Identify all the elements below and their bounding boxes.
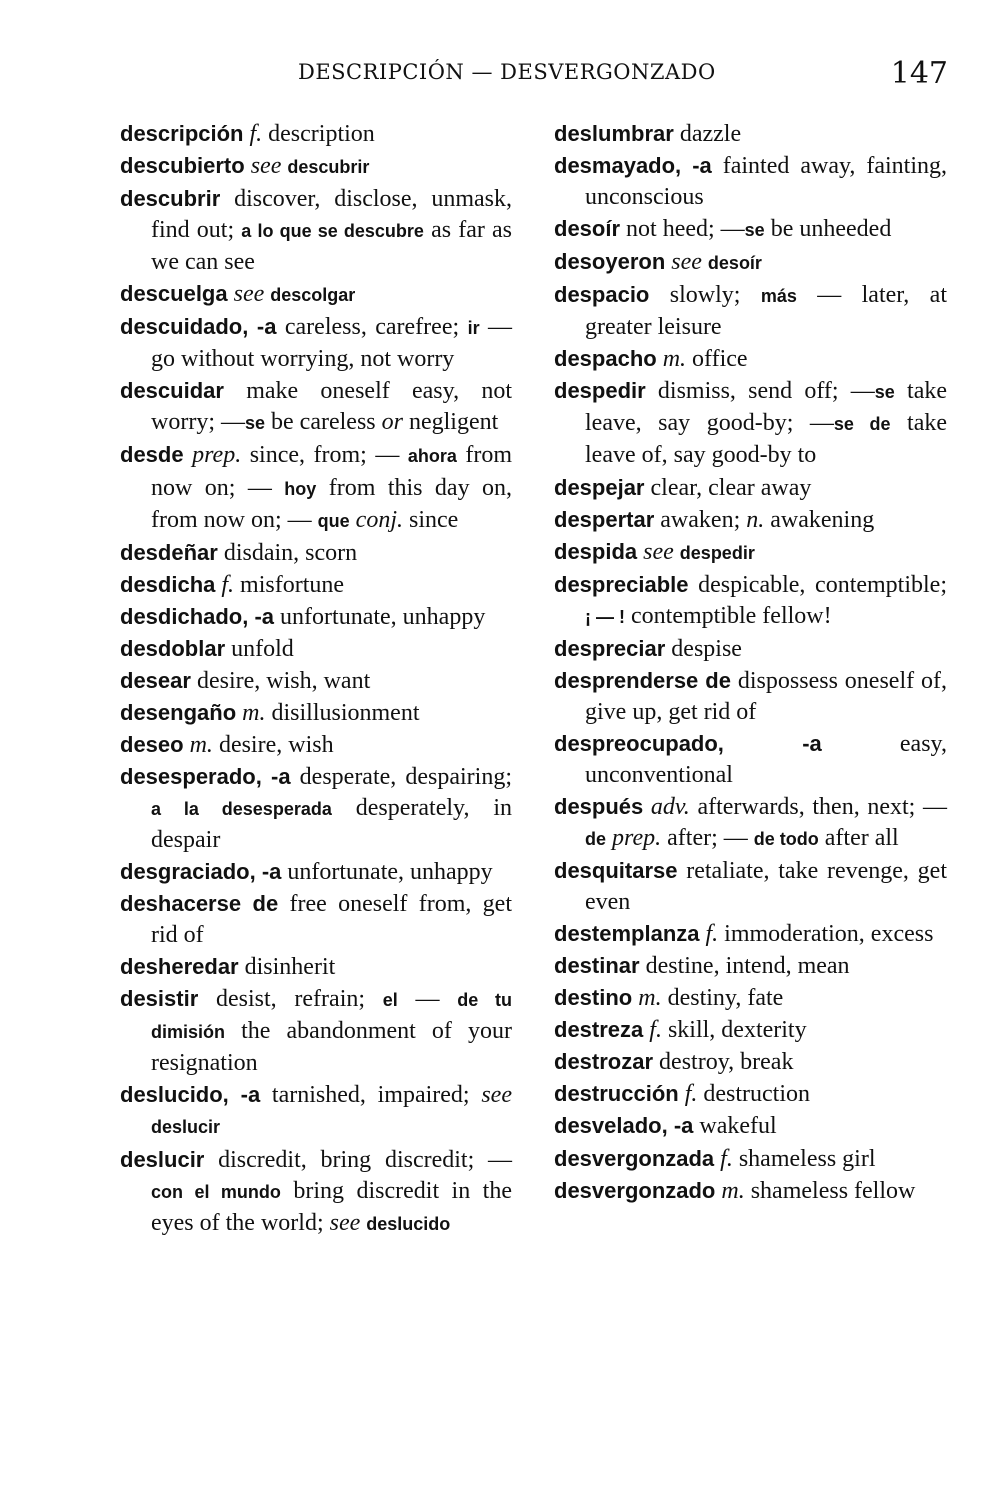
bold-phrase: se bbox=[874, 382, 895, 403]
bold-phrase: descubrir bbox=[287, 157, 370, 178]
definition-text: take leave of, say good-by to bbox=[585, 410, 947, 469]
entry-headword: despedir bbox=[554, 378, 646, 404]
entry-headword: desistir bbox=[120, 986, 199, 1012]
grammar-abbrev: f. bbox=[720, 1145, 733, 1172]
definition-text: desire, wish, want bbox=[190, 667, 371, 694]
definition-text: despicable, contemptible; bbox=[688, 571, 947, 598]
bold-phrase: se bbox=[744, 220, 765, 241]
definition-text: shameless girl bbox=[732, 1145, 876, 1172]
dictionary-entry bbox=[554, 213, 947, 246]
bold-phrase: desoír bbox=[707, 253, 762, 274]
dictionary-entry bbox=[554, 855, 947, 918]
grammar-abbrev: f. bbox=[705, 921, 719, 948]
definition-text: wakeful bbox=[693, 1113, 777, 1140]
dictionary-entry bbox=[554, 504, 947, 536]
definition-text: after all bbox=[818, 825, 899, 852]
definition-text: retaliate, take revenge, get even bbox=[585, 858, 947, 916]
dictionary-entry bbox=[554, 1175, 947, 1207]
grammar-abbrev: m. bbox=[638, 985, 662, 1012]
definition-text: the abandonment of your resignation bbox=[151, 1018, 512, 1077]
entry-headword: deslucir bbox=[120, 1146, 205, 1172]
entry-headword: destino bbox=[554, 985, 633, 1011]
grammar-abbrev: m. bbox=[721, 1177, 745, 1204]
dictionary-entry bbox=[554, 279, 947, 343]
dictionary-entry bbox=[554, 150, 947, 213]
definition-text: despise bbox=[665, 635, 742, 662]
grammar-abbrev: prep. bbox=[192, 442, 242, 469]
definition-text: description bbox=[262, 121, 375, 147]
entry-headword: desesperado, -a bbox=[120, 763, 291, 789]
dictionary-entry bbox=[554, 472, 947, 504]
entry-headword: destemplanza bbox=[554, 921, 700, 947]
dictionary-entry bbox=[554, 633, 947, 665]
entry-headword: desoír bbox=[554, 216, 621, 242]
entry-headword: desdeñar bbox=[120, 539, 218, 565]
definition-text: awakening bbox=[764, 506, 875, 533]
dictionary-entry bbox=[120, 1144, 512, 1240]
definition-text: contemptible fellow! bbox=[625, 602, 832, 629]
bold-phrase: a la desesperada bbox=[151, 798, 332, 819]
definition-text: destruction bbox=[697, 1081, 811, 1108]
entry-headword: despida bbox=[554, 538, 638, 564]
bold-phrase: ¡ — ! bbox=[585, 606, 625, 627]
grammar-abbrev: f. bbox=[221, 571, 235, 598]
bold-phrase: ir bbox=[467, 318, 480, 339]
definition-text: office bbox=[686, 346, 748, 373]
definition-text: desperately, in despair bbox=[151, 794, 513, 854]
definition-text: be careless bbox=[265, 409, 382, 436]
entry-headword: descripción bbox=[120, 121, 244, 146]
definition-text: not heed; — bbox=[620, 216, 745, 243]
dictionary-entry bbox=[120, 697, 512, 729]
definition-text: skill, dexterity bbox=[661, 1017, 807, 1044]
dictionary-entry bbox=[120, 888, 512, 951]
dictionary-entry bbox=[120, 118, 512, 150]
dictionary-entry bbox=[120, 983, 512, 1079]
definition-text: bring discredit in the eyes of the world; bbox=[151, 1177, 512, 1236]
dictionary-entry bbox=[554, 950, 947, 982]
definition-text: dismiss, send off; — bbox=[645, 378, 875, 405]
definition-text: slowly; bbox=[649, 282, 761, 309]
definition-text: free oneself from, get rid of bbox=[151, 891, 512, 949]
entry-headword: desvelado, -a bbox=[554, 1113, 694, 1139]
bold-phrase: de bbox=[585, 829, 607, 850]
entry-headword: después bbox=[554, 793, 644, 819]
bold-phrase: de tu dimisión bbox=[151, 990, 512, 1043]
entry-headword: deslucido, -a bbox=[120, 1082, 261, 1108]
bold-phrase: descolgar bbox=[270, 285, 356, 306]
definition-text: since bbox=[403, 506, 459, 533]
definition-text: unfold bbox=[225, 635, 294, 662]
dictionary-entry bbox=[120, 150, 512, 183]
definition-text: from this day on, from now on; — bbox=[151, 474, 513, 533]
definition-text: clear, clear away bbox=[644, 474, 812, 501]
dictionary-entry bbox=[554, 375, 947, 471]
definition-text: dispossess oneself of, give up, get rid of bbox=[585, 667, 947, 725]
definition-text: — bbox=[397, 986, 458, 1013]
entry-headword: desheredar bbox=[120, 954, 239, 980]
dictionary-entry bbox=[120, 375, 512, 439]
dictionary-entry bbox=[120, 761, 512, 856]
definition-text: fainted away, fainting, unconscious bbox=[585, 153, 948, 211]
grammar-abbrev: f. bbox=[249, 121, 263, 147]
left-column bbox=[120, 118, 512, 1240]
right-column bbox=[554, 118, 947, 1207]
dictionary-entry bbox=[554, 1110, 947, 1142]
definition-text: unfortunate, unhappy bbox=[281, 859, 493, 886]
dictionary-entry bbox=[120, 856, 512, 888]
definition-text: discover, disclose, unmask, find out; bbox=[151, 186, 512, 244]
dictionary-entry bbox=[120, 633, 512, 665]
entry-headword: desdicha bbox=[120, 571, 216, 597]
definition-text: immoderation, excess bbox=[718, 921, 934, 948]
entry-headword: deslumbrar bbox=[554, 121, 674, 146]
grammar-abbrev: see bbox=[481, 1082, 512, 1109]
entry-headword: destinar bbox=[554, 953, 640, 979]
entry-headword: desgraciado, -a bbox=[120, 859, 282, 885]
definition-text: disinherit bbox=[238, 954, 336, 981]
grammar-abbrev: m. bbox=[242, 699, 266, 726]
entry-headword: descuelga bbox=[120, 281, 228, 307]
grammar-abbrev: see bbox=[671, 249, 702, 276]
entry-headword: despacio bbox=[554, 282, 650, 308]
definition-text: dazzle bbox=[673, 121, 742, 147]
definition-text: negligent bbox=[402, 409, 499, 436]
dictionary-entry bbox=[120, 569, 512, 601]
entry-headword: desdichado, -a bbox=[120, 603, 275, 629]
dictionary-entry bbox=[554, 246, 947, 279]
entry-headword: despacho bbox=[554, 346, 657, 372]
grammar-abbrev: see bbox=[329, 1209, 361, 1236]
grammar-abbrev: see bbox=[250, 153, 282, 180]
dictionary-entry bbox=[120, 311, 512, 375]
entry-headword: desprenderse de bbox=[554, 667, 731, 693]
page-number: 147 bbox=[890, 56, 948, 91]
definition-text: destine, intend, mean bbox=[639, 953, 850, 980]
bold-phrase: se de bbox=[833, 414, 891, 435]
grammar-abbrev: or bbox=[381, 409, 403, 436]
dictionary-entry bbox=[120, 439, 512, 536]
dictionary-entry bbox=[120, 1079, 512, 1143]
definition-text: after; — bbox=[661, 825, 754, 852]
definition-text: unfortunate, unhappy bbox=[274, 603, 486, 630]
definition-text: destiny, fate bbox=[661, 985, 784, 1012]
bold-phrase: el bbox=[382, 990, 398, 1011]
definition-text: as far as we can see bbox=[151, 217, 513, 276]
definition-text: awaken; bbox=[654, 506, 747, 533]
dictionary-entry bbox=[554, 118, 947, 150]
definition-text: disillusionment bbox=[265, 699, 420, 726]
grammar-abbrev: f. bbox=[649, 1017, 662, 1044]
grammar-abbrev: f. bbox=[684, 1081, 698, 1108]
dictionary-entry bbox=[120, 951, 512, 983]
dictionary-entry bbox=[554, 918, 947, 950]
dictionary-entry bbox=[554, 1078, 947, 1110]
definition-text: misfortune bbox=[234, 571, 345, 598]
entry-headword: deshacerse de bbox=[120, 891, 279, 917]
definition-text: since, from; — bbox=[241, 442, 408, 469]
dictionary-entry bbox=[554, 343, 947, 375]
definition-text: easy, unconventional bbox=[585, 730, 947, 788]
dictionary-entry bbox=[554, 536, 947, 569]
entry-headword: despreciar bbox=[554, 635, 666, 661]
definition-text: make oneself easy, not worry; — bbox=[151, 378, 512, 436]
entry-headword: despejar bbox=[554, 474, 645, 500]
definition-text: shameless fellow bbox=[744, 1177, 916, 1204]
definition-text: from now on; — bbox=[151, 442, 513, 501]
dictionary-entry bbox=[120, 729, 512, 761]
entry-headword: descuidado, -a bbox=[120, 314, 277, 340]
bold-phrase: se bbox=[244, 413, 266, 434]
dictionary-entry bbox=[120, 601, 512, 633]
definition-text bbox=[643, 794, 651, 820]
bold-phrase: despedir bbox=[679, 542, 755, 563]
entry-headword: desengaño bbox=[120, 699, 237, 725]
dictionary-entry bbox=[554, 569, 947, 633]
definition-text: — go without worrying, not worry bbox=[151, 314, 512, 373]
entry-headword: desvergonzada bbox=[554, 1145, 715, 1171]
entry-headword: desquitarse bbox=[554, 858, 678, 884]
entry-headword: despertar bbox=[554, 506, 655, 532]
dictionary-entry bbox=[120, 665, 512, 697]
definition-text: take leave, say good-by; — bbox=[585, 378, 947, 437]
bold-phrase: que bbox=[317, 510, 350, 531]
grammar-abbrev: adv. bbox=[650, 793, 690, 820]
definition-text: disdain, scorn bbox=[217, 539, 358, 566]
definition-text: discredit, bring discredit; — bbox=[204, 1146, 512, 1173]
definition-text: destroy, break bbox=[653, 1049, 794, 1076]
grammar-abbrev: see bbox=[233, 281, 265, 308]
definition-text: desperate, despairing; bbox=[290, 763, 512, 790]
entry-headword: desear bbox=[120, 667, 191, 693]
dictionary-entry bbox=[120, 183, 512, 278]
dictionary-entry bbox=[554, 791, 947, 855]
entry-headword: destreza bbox=[554, 1017, 644, 1043]
entry-headword: destrucción bbox=[554, 1081, 679, 1107]
definition-text bbox=[184, 442, 193, 468]
bold-phrase: hoy bbox=[284, 478, 317, 499]
bold-phrase: de todo bbox=[753, 829, 819, 850]
definition-text: careless, carefree; bbox=[276, 314, 468, 341]
bold-phrase: deslucir bbox=[151, 1117, 221, 1138]
bold-phrase: a lo que se descubre bbox=[241, 221, 424, 242]
dictionary-entry bbox=[554, 1046, 947, 1078]
entry-headword: destrozar bbox=[554, 1049, 654, 1075]
bold-phrase: deslucido bbox=[366, 1213, 451, 1234]
grammar-abbrev: m. bbox=[189, 731, 213, 758]
dictionary-entry bbox=[554, 665, 947, 728]
bold-phrase: ahora bbox=[407, 446, 457, 467]
bold-phrase: con el mundo bbox=[151, 1181, 281, 1202]
definition-text: desire, wish bbox=[212, 731, 334, 758]
grammar-abbrev: prep. bbox=[612, 825, 662, 852]
page-header bbox=[120, 56, 950, 96]
entry-headword: despreciable bbox=[554, 571, 689, 597]
grammar-abbrev: n. bbox=[746, 506, 765, 533]
entry-headword: descubrir bbox=[120, 186, 221, 212]
dictionary-entry bbox=[120, 537, 512, 569]
definition-text: afterwards, then, next; — bbox=[689, 793, 947, 820]
entry-headword: desde bbox=[120, 442, 184, 468]
grammar-abbrev: m. bbox=[662, 346, 687, 373]
entry-headword: desdoblar bbox=[120, 635, 226, 661]
definition-text: be unheeded bbox=[764, 216, 892, 243]
definition-text: desist, refrain; bbox=[198, 986, 383, 1013]
entry-headword: deseo bbox=[120, 731, 184, 757]
dictionary-entry bbox=[554, 982, 947, 1014]
entry-headword: descubierto bbox=[120, 153, 245, 179]
dictionary-entry bbox=[554, 728, 947, 791]
entry-headword: desmayado, -a bbox=[554, 153, 712, 179]
dictionary-entry bbox=[120, 278, 512, 311]
grammar-abbrev: conj. bbox=[355, 506, 403, 533]
entry-headword: desvergonzado bbox=[554, 1177, 716, 1203]
definition-text: tarnished, impaired; bbox=[260, 1082, 482, 1109]
running-head: DESCRIPCIÓN — DESVERGONZADO bbox=[298, 60, 716, 84]
entry-headword: descuidar bbox=[120, 378, 224, 404]
entry-headword: desoyeron bbox=[554, 249, 666, 275]
entry-headword: despreocupado, -a bbox=[554, 730, 822, 756]
bold-phrase: más bbox=[760, 286, 797, 307]
grammar-abbrev: see bbox=[643, 538, 674, 565]
dictionary-entry bbox=[554, 1014, 947, 1046]
dictionary-entry bbox=[554, 1143, 947, 1175]
definition-text: — later, at greater leisure bbox=[585, 282, 947, 341]
